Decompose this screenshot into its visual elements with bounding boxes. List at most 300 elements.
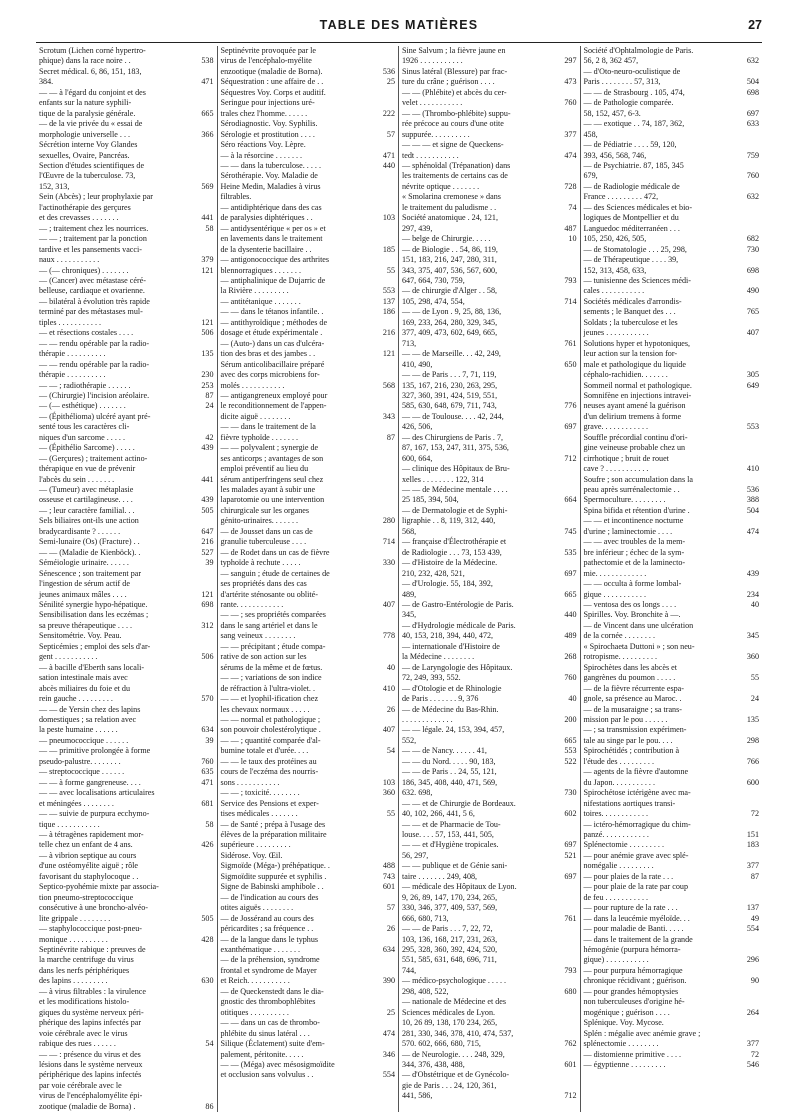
index-entry-line [584, 266, 760, 276]
index-entry-line [221, 349, 396, 359]
index-entry-line [584, 642, 760, 652]
index-entry-line [221, 569, 396, 579]
entry-text: 330, 346, 377, 409, 537, 569, [402, 903, 498, 913]
entry-text: 103, 136, 168, 217, 231, 263, [402, 934, 498, 944]
entry-page-number: 490 [746, 286, 759, 296]
entry-page-number: 570 [201, 694, 214, 704]
index-entry-line [39, 642, 214, 652]
entry-text: Silique (Éclatement) suite d'em- [220, 1039, 325, 1049]
entry-text: — des Chirurgiens de Paris . 7, [402, 432, 504, 442]
entry-text: — de Radiologie médicale de [583, 181, 680, 191]
entry-text: — — de Marseille. . . 42, 249, [402, 349, 501, 359]
entry-text: Sécrétion interne Voy Glandes [39, 140, 138, 150]
entry-page-number: 58 [205, 223, 214, 233]
index-entry-line [402, 339, 577, 349]
entry-text: — pour anémie grave avec splé- [583, 850, 689, 860]
index-entry-line [584, 579, 760, 589]
index-entry-line [402, 412, 577, 422]
entry-text: — à virus filtrables : la virulence [39, 986, 146, 996]
entry-text: Séro réactions Voy. Lèpre. [220, 140, 306, 150]
index-entry-line [402, 976, 577, 986]
index-entry-line [221, 788, 396, 798]
entry-page-number: 630 [201, 976, 214, 986]
entry-text: — d'Obstétrique et de Gynécolo- [402, 1070, 510, 1080]
entry-text: — (Épithélio Sarcome) . . . . . [39, 443, 135, 453]
index-entry-line [39, 266, 214, 276]
index-entry-line [402, 935, 577, 945]
entry-text: Service des Pensions et exper- [220, 798, 319, 808]
entry-text: — à vibrion septique au cours [39, 850, 137, 860]
entry-page-number: 297 [564, 56, 577, 66]
entry-text: Soldats ; la tuberculose et les [583, 317, 678, 327]
index-entry-line [584, 527, 760, 537]
entry-page-number: 728 [564, 181, 577, 191]
entry-text: emploi préventif au lieu du [220, 464, 309, 474]
index-entry-line [584, 475, 760, 485]
entry-text: Sels biliaires ont-ils une action [39, 516, 139, 526]
entry-page-number: 58 [205, 819, 214, 829]
entry-text: Sensitométrie. Voy. Peau. [39, 631, 122, 641]
index-entry-line [402, 88, 577, 98]
entry-text: 343, 375, 407, 536, 567, 600, [402, 265, 498, 275]
entry-page-number: 554 [746, 924, 759, 934]
index-entry-line [39, 725, 214, 735]
entry-text: 87, 167, 153, 247, 311, 375, 536, [402, 443, 509, 453]
entry-text: — — à forme gangreneuse. . . . [39, 777, 141, 787]
index-entry-line [584, 318, 760, 328]
entry-text: — de la musaraigne ; sa trans- [583, 704, 682, 714]
entry-page-number: 665 [564, 735, 577, 745]
index-entry-line [402, 757, 577, 767]
index-entry-line [39, 558, 214, 568]
index-entry-line [584, 725, 760, 735]
entry-page-number: 379 [201, 255, 214, 265]
entry-page-number: 24 [205, 401, 214, 411]
entry-text: — pour purpura hémorragique [583, 965, 683, 975]
entry-page-number: 216 [382, 328, 395, 338]
index-entry-line [584, 548, 760, 558]
index-entry-line [402, 1039, 577, 1049]
entry-page-number: 440 [564, 610, 577, 620]
entry-text: — — de Lyon . 9, 25, 88, 136, [402, 307, 502, 317]
index-entry-line [402, 893, 577, 903]
entry-text: les malades ayant à subir une [220, 485, 316, 495]
entry-text: la marche centrifuge du virus [39, 955, 134, 965]
entry-text: molés . . . . . . . . . . . [220, 380, 285, 390]
index-entry-line [39, 109, 214, 119]
entry-text: Sidérose. Voy. Œil. [220, 850, 283, 860]
entry-text: Paris . . . . . . . . 57, 313, [583, 77, 661, 87]
index-entry-line [402, 234, 577, 244]
entry-text: Septinévrite rabique : preuves de [39, 944, 146, 954]
index-entry-line [39, 820, 214, 830]
entry-text: . . . . . . . . . . . . . [402, 715, 453, 724]
index-entry-line [39, 903, 214, 913]
entry-page-number: 765 [746, 307, 759, 317]
index-entry-line [221, 412, 396, 422]
index-entry-line [221, 621, 396, 631]
index-entry-line [402, 652, 577, 662]
entry-page-number: 222 [382, 108, 395, 118]
entry-text: 298, 408, 522, [402, 986, 449, 996]
index-entry-line [221, 799, 396, 809]
entry-text: « Spirochaeta Duttoni » ; son neu- [583, 641, 695, 651]
entry-text: — — avec localisations articulaires [39, 788, 155, 798]
entry-page-number: 536 [746, 485, 759, 495]
entry-text: Secret médical. 6, 86, 151, 183, [39, 66, 142, 76]
index-entry-line [584, 935, 760, 945]
entry-text: 744, [402, 965, 417, 975]
entry-text: niques d'un sarcome . . . . . [39, 432, 125, 442]
entry-text: — — exotique . . 74, 187, 362, [583, 119, 685, 129]
index-entry-line [402, 997, 577, 1007]
entry-page-number: 681 [201, 798, 214, 808]
entry-page-number: 471 [201, 777, 214, 787]
entry-text: — — publique et de Génie sani- [402, 861, 508, 871]
index-entry-line [39, 610, 214, 620]
index-columns [36, 46, 762, 1111]
index-column [399, 46, 581, 1112]
entry-text: suppurée. . . . . . . . . . [402, 129, 470, 139]
entry-text: — dans la leucémie myéloïde. . . [583, 913, 690, 923]
index-entry-line [584, 433, 760, 443]
entry-text: — (Chirurgie) l'incision aréolaire. [39, 390, 150, 400]
entry-page-number: 54 [205, 1039, 214, 1049]
entry-text: ture du crâne ; guérison . . . . [402, 77, 495, 87]
entry-text: neuses ayant amené la guérison [583, 401, 686, 411]
index-entry-line [584, 757, 760, 767]
index-entry-line [221, 882, 396, 892]
entry-text: le traitement du paludisme . . [402, 202, 497, 212]
index-entry-line [221, 861, 396, 871]
entry-text: — et résections costales . . . . [39, 328, 134, 338]
index-entry-line [39, 475, 214, 485]
index-entry-line [221, 527, 396, 537]
entry-page-number: 305 [746, 370, 759, 380]
entry-page-number: 216 [201, 537, 214, 547]
entry-page-number: 634 [382, 944, 395, 954]
index-entry-line [39, 182, 214, 192]
index-entry-line [39, 527, 214, 537]
index-entry-line [402, 809, 577, 819]
index-entry-line [402, 381, 577, 391]
index-entry-line [221, 945, 396, 955]
entry-text: Sérodiagnostic. Voy. Syphilis. [220, 119, 318, 129]
entry-page-number: 759 [746, 150, 759, 160]
entry-text: de réfraction à l'ultra-violet. . [220, 683, 315, 693]
entry-page-number: 601 [564, 1059, 577, 1069]
index-entry-line [39, 788, 214, 798]
index-entry-line [221, 485, 396, 495]
entry-text: — de chirurgie d'Alger . . 58, [402, 286, 498, 296]
index-entry-line [584, 88, 760, 98]
entry-text: — — et d'Hygiène tropicales. [402, 840, 499, 850]
entry-text: bre inférieur ; échec de la sym- [583, 547, 685, 557]
index-entry-line [221, 966, 396, 976]
index-entry-line [39, 663, 214, 673]
index-entry-line [39, 652, 214, 662]
index-entry-line [402, 297, 577, 307]
entry-text: Sérum anticolibacillaire préparé [220, 359, 325, 369]
entry-text: — — de Médecine mentale . . . . [402, 485, 508, 495]
index-entry-line [39, 464, 214, 474]
entry-text: 297, 439, [402, 223, 433, 233]
entry-text: typhoïde à rechute . . . . . [220, 558, 301, 568]
index-entry-line [221, 924, 396, 934]
index-entry-line [402, 1091, 577, 1101]
index-entry-line [221, 213, 396, 223]
index-entry-line [39, 966, 214, 976]
index-entry-line [584, 56, 760, 66]
entry-text: — antigangreneux employé pour [220, 390, 328, 400]
entry-page-number: 407 [382, 600, 395, 610]
index-entry-line [584, 182, 760, 192]
entry-text: tale au singe par le pou. . . . [583, 735, 673, 745]
entry-text: — — suivie de purpura ecchymo- [39, 809, 150, 819]
entry-text: tardive et les pansements vacci- [39, 244, 142, 254]
entry-text: — à bacille d'Eberth sans locali- [39, 662, 145, 672]
index-entry-line [402, 1081, 577, 1091]
entry-page-number: 712 [564, 1091, 577, 1101]
entry-text: gine veineuse probable chez un [583, 443, 686, 453]
entry-text: gent . . . . . . . . . . . [39, 652, 98, 662]
entry-text: sexuelles, Ovaire, Pancréas. [39, 150, 130, 160]
entry-text: ses anticorps ; avantages de son [220, 453, 324, 463]
entry-text: Sérologie et prostitution . . . . [220, 129, 315, 139]
entry-text: — de Gastro-Entérologie de Paris. [402, 600, 514, 610]
entry-text: telle chez un enfant de 4 ans. [39, 840, 133, 850]
index-entry-line [39, 746, 214, 756]
index-entry-line [39, 715, 214, 725]
index-entry-line [221, 736, 396, 746]
entry-page-number: 55 [386, 809, 395, 819]
entry-text: 40, 102, 266, 441, 5 6, [402, 809, 475, 819]
entry-text: gie de Paris . . . 24, 120, 361, [402, 1080, 497, 1090]
page-number: 27 [748, 18, 762, 32]
entry-text: 9, 26, 89, 147, 170, 234, 265, [402, 892, 498, 902]
index-entry-line [584, 673, 760, 683]
entry-page-number: 474 [564, 150, 577, 160]
index-entry-line [221, 234, 396, 244]
index-entry-line [584, 109, 760, 119]
index-entry-line [39, 328, 214, 338]
entry-text: blennorragiques . . . . . . . [220, 265, 301, 275]
entry-text: louse. . . . 57, 153, 441, 505, [402, 829, 494, 839]
index-entry-line [221, 537, 396, 547]
index-entry-line [39, 840, 214, 850]
index-entry-line [221, 673, 396, 683]
entry-page-number: 697 [564, 422, 577, 432]
index-entry-line [584, 976, 760, 986]
entry-text: Seringue pour injections uré- [220, 98, 315, 108]
entry-page-number: 536 [382, 66, 395, 76]
index-entry-line [221, 663, 396, 673]
entry-text: tion pneumo-streptococcique [39, 892, 134, 902]
index-entry-line [221, 119, 396, 129]
entry-text: l'actinothérapie des gerçures [39, 202, 131, 212]
index-entry-line [221, 830, 396, 840]
entry-text: — — de Paris . . . 7, 22, 72, [402, 924, 493, 934]
index-entry-line [402, 840, 577, 850]
index-entry-line [402, 140, 577, 150]
entry-page-number: 55 [386, 265, 395, 275]
entry-text: son pouvoir cholestérolytique . [220, 725, 321, 735]
entry-page-number: 40 [386, 662, 395, 672]
entry-text: xelles . . . . . . . . 122, 314 [402, 474, 484, 484]
index-entry-line [221, 631, 396, 641]
entry-text: — — rendu opérable par la radio- [39, 338, 150, 348]
entry-text: dicite aiguë . . . . . . . . [220, 411, 291, 421]
entry-page-number: 665 [201, 108, 214, 118]
index-entry-line [402, 903, 577, 913]
index-entry-line [39, 213, 214, 223]
entry-page-number: 546 [746, 1059, 759, 1069]
entry-text: — ; sa transmission expérimen- [583, 725, 687, 735]
index-entry-line [402, 799, 577, 809]
entry-text: cave ? . . . . . . . . . . . [583, 464, 649, 474]
entry-page-number: 312 [201, 620, 214, 630]
entry-text: Spina bifida et rétention d'urine . [583, 505, 690, 515]
entry-text: Solutions hyper et hypotoniques, [583, 338, 691, 348]
index-entry-line [221, 266, 396, 276]
index-entry-line [39, 224, 214, 234]
entry-text: — streptococcique . . . . . . [39, 767, 125, 777]
entry-text: — pour rupture de la rate . . . [583, 903, 678, 913]
index-entry-line [221, 684, 396, 694]
entry-page-number: 504 [746, 505, 759, 515]
entry-text: Septicémies ; emploi des sels d'ar- [39, 641, 151, 651]
index-column [581, 46, 763, 1112]
entry-text: Sénilité synergie hypo-hépatique. [39, 600, 148, 610]
index-entry-line [39, 192, 214, 202]
entry-text: rein gauche . . . . . . . . . [39, 694, 113, 704]
entry-text: — sanguin ; étude de certaines de [220, 568, 330, 578]
entry-page-number: 25 [386, 1007, 395, 1017]
entry-text: — ventosa des os longs . . . . [583, 600, 677, 610]
entry-text: exanthématique . . . . . . . [220, 944, 301, 954]
entry-text: leur action sur la tension for- [583, 349, 678, 359]
entry-text: Sommeil normal et pathologique. [583, 380, 692, 390]
index-entry-line [584, 1060, 760, 1070]
entry-text: Splénique. Voy. Mycose. [583, 1018, 664, 1028]
index-entry-line [402, 286, 577, 296]
entry-page-number: 760 [201, 756, 214, 766]
index-entry-line [584, 381, 760, 391]
entry-text: virus de l'encéphalo-myélite [220, 56, 312, 66]
entry-text: nifestations aortiques transi- [583, 798, 676, 808]
index-entry-line [39, 1060, 214, 1070]
index-entry-line [402, 454, 577, 464]
entry-page-number: 600 [746, 777, 759, 787]
entry-text: — de Queckenstedt dans le dia- [220, 986, 324, 996]
entry-page-number: 697 [564, 568, 577, 578]
index-entry-line [221, 809, 396, 819]
entry-text: — — avec troubles de la mem- [583, 537, 686, 547]
entry-text: rante. . . . . . . . . . . . [220, 600, 284, 610]
entry-text: granulie tuberculeuse . . . . [220, 537, 307, 547]
index-entry-line [584, 840, 760, 850]
entry-page-number: 296 [746, 955, 759, 965]
index-entry-line [584, 67, 760, 77]
entry-text: bradycardisante ? . . . . . . [39, 526, 121, 536]
index-entry-line [584, 663, 760, 673]
entry-text: Sénescence ; son traitement par [39, 568, 142, 578]
index-entry-line [402, 830, 577, 840]
index-entry-line [221, 318, 396, 328]
entry-text: — — (Maladie de Kienböck). . [39, 547, 141, 557]
index-entry-line [221, 433, 396, 443]
entry-page-number: 86 [205, 1101, 214, 1111]
index-entry-line [39, 56, 214, 66]
entry-text: chirurgicale sur les organes [220, 505, 309, 515]
entry-text: tises médicales . . . . . . . [220, 809, 298, 819]
index-entry-line [402, 443, 577, 453]
index-entry-line [402, 1018, 577, 1028]
entry-page-number: 407 [382, 725, 395, 735]
entry-page-number: 200 [564, 715, 577, 724]
entry-text: — de Dermatologie et de Syphi- [402, 505, 508, 515]
entry-text: — — ; radiothérapie . . . . . . [39, 380, 131, 390]
entry-text: supérieure . . . . . . . . . [220, 840, 291, 850]
entry-text: par voie cérébrale avec le [39, 1080, 122, 1090]
index-entry-line [221, 715, 396, 725]
entry-text: sements ; le Banquet des . . . [583, 307, 676, 317]
entry-text: 666, 680, 713, [402, 913, 449, 923]
entry-text: ligraphie . . 8, 119, 312, 440, [402, 516, 496, 526]
entry-text: des lapins . . . . . . . . . [39, 976, 108, 986]
index-entry-line [221, 88, 396, 98]
index-entry-line [221, 516, 396, 526]
index-entry-line [39, 590, 214, 600]
entry-page-number: 760 [564, 673, 577, 683]
entry-page-number: 505 [201, 913, 214, 923]
index-entry-line [402, 715, 577, 725]
index-entry-line [402, 475, 577, 485]
entry-text: thérapie . . . . . . . . . . [39, 370, 106, 380]
entry-page-number: 522 [564, 756, 577, 766]
entry-page-number: 682 [746, 234, 759, 244]
entry-page-number: 24 [750, 694, 759, 704]
index-entry-line [39, 171, 214, 181]
entry-text: — — (Phlébite) et abcès du cer- [402, 87, 507, 97]
entry-text: tiples . . . . . . . . . . . [39, 317, 102, 327]
index-entry-line [402, 192, 577, 202]
entry-page-number: 521 [564, 850, 577, 860]
index-entry-line [584, 203, 760, 213]
entry-text: — de Neurologie. . . . 248, 329, [402, 1049, 505, 1059]
index-entry-line [221, 46, 396, 56]
entry-text: tique . . . . . . . . . . . [39, 819, 100, 829]
index-entry-line [221, 297, 396, 307]
entry-text: en lavements dans le traitement [220, 234, 323, 244]
entry-text: terminé par des métastases mul- [39, 307, 143, 317]
entry-text: et Reich. . . . . . . . . . . [220, 976, 290, 986]
entry-page-number: 698 [746, 265, 759, 275]
entry-page-number: 87 [750, 871, 759, 881]
entry-page-number: 538 [201, 56, 214, 66]
entry-text: Société anatomique . 24, 121, [402, 213, 498, 223]
entry-text: — (Gerçures) ; traitement actino- [39, 453, 148, 463]
index-entry-line [39, 548, 214, 558]
entry-text: — — rendu opérable par la radio- [39, 359, 150, 369]
entry-text: — pour grandes hémoptysies [583, 986, 679, 996]
entry-page-number: 268 [564, 652, 577, 662]
entry-text: 551, 585, 631, 648, 696, 711, [402, 955, 497, 965]
entry-text: 410, 490, [402, 359, 433, 369]
entry-text: 169, 233, 264, 280, 329, 345, [402, 317, 498, 327]
entry-text: — bilatéral à évolution très rapide [39, 296, 150, 306]
index-entry-line [402, 673, 577, 683]
